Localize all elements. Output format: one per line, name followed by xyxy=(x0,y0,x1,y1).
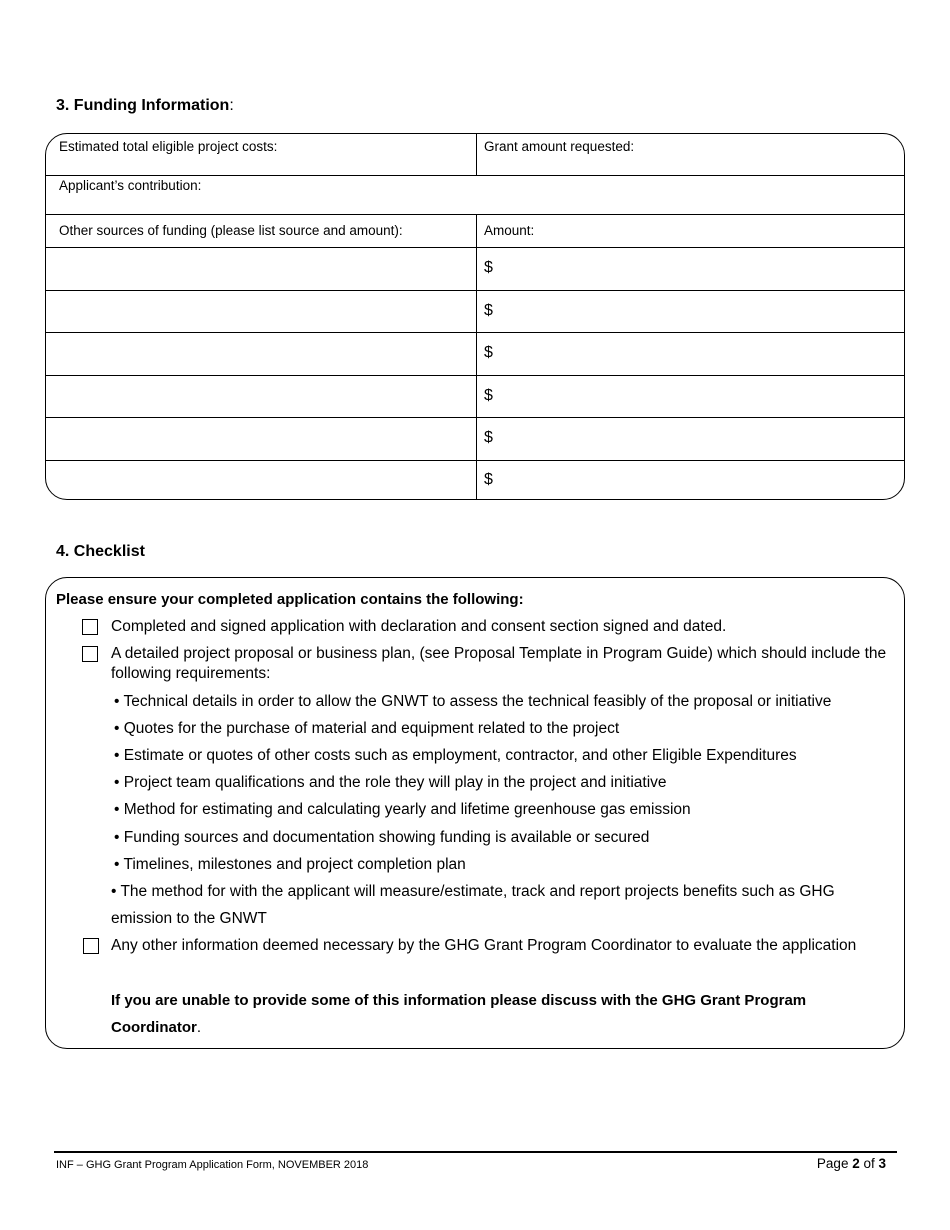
checklist-checkbox[interactable] xyxy=(83,938,99,954)
funding-heading-colon: : xyxy=(229,97,234,114)
page-number xyxy=(817,1156,886,1171)
checklist-item: Any other information deemed necessary by the GHG Grant Program Coordinator to evaluate the application xyxy=(111,937,857,954)
requirement-item: • The method for with the applicant will measure/estimate, track and report projects benefits such as GHG emission to the GNWT xyxy=(111,883,835,927)
requirement-item: • Funding sources and documentation showing funding is available or secured xyxy=(114,829,650,846)
closing-note-suffix: . xyxy=(196,1019,201,1036)
funding-amount-input[interactable] xyxy=(498,424,892,456)
funding-amount-input[interactable] xyxy=(498,466,892,498)
checklist-section-heading: 4. Checklist xyxy=(56,543,145,560)
requirement-item: • Technical details in order to allow the GNWT to assess the technical feasibly of the proposal or initiative xyxy=(114,693,832,710)
funding-heading-text: 3. Funding Information xyxy=(56,97,230,114)
currency-symbol: $ xyxy=(484,259,493,276)
funding-source-input[interactable] xyxy=(54,466,472,498)
table-divider xyxy=(46,460,904,461)
amount-label: Amount: xyxy=(484,223,535,238)
funding-amount-input[interactable] xyxy=(498,382,892,414)
grant-amount-label: Grant amount requested: xyxy=(484,139,635,154)
table-divider xyxy=(46,417,904,418)
table-divider xyxy=(46,375,904,376)
closing-note-bold: If you are unable to provide some of this information please discuss with the GHG Grant Program Coordinator xyxy=(111,992,807,1036)
funding-source-input[interactable] xyxy=(54,424,472,456)
applicant-contribution-label: Applicant’s contribution: xyxy=(59,178,202,193)
table-column-divider xyxy=(476,134,477,175)
table-divider xyxy=(46,247,904,248)
funding-amount-input[interactable] xyxy=(498,254,892,286)
checklist-checkbox[interactable] xyxy=(82,646,98,662)
other-sources-label: Other sources of funding (please list source and amount): xyxy=(59,223,403,238)
checklist-item: A detailed project proposal or business plan, (see Proposal Template in Program Guide) which should include the following requirements: xyxy=(111,645,887,682)
requirement-item: • Project team qualifications and the role they will play in the project and initiative xyxy=(114,774,667,791)
page-current: 2 xyxy=(852,1156,860,1171)
table-divider xyxy=(46,290,904,291)
funding-section-heading xyxy=(56,97,234,115)
requirement-item: • Method for estimating and calculating yearly and lifetime greenhouse gas emission xyxy=(114,801,691,818)
checklist-closing-note xyxy=(111,987,871,1041)
applicant-contribution-input[interactable] xyxy=(246,190,870,212)
funding-amount-input[interactable] xyxy=(498,297,892,329)
table-divider xyxy=(46,214,904,215)
requirement-item: • Timelines, milestones and project completion plan xyxy=(114,856,466,873)
estimated-costs-input[interactable] xyxy=(326,152,470,174)
checklist-checkbox[interactable] xyxy=(82,619,98,635)
funding-amount-input[interactable] xyxy=(498,339,892,371)
page-total: 3 xyxy=(878,1156,886,1171)
currency-symbol: $ xyxy=(484,387,493,404)
page-word: Page xyxy=(816,1156,853,1171)
footer-rule xyxy=(54,1151,897,1153)
funding-source-input[interactable] xyxy=(54,382,472,414)
funding-table xyxy=(45,133,905,500)
table-divider xyxy=(46,332,904,333)
funding-source-input[interactable] xyxy=(54,297,472,329)
grant-amount-input[interactable] xyxy=(666,152,890,174)
table-column-divider xyxy=(476,214,477,500)
currency-symbol: $ xyxy=(484,429,493,446)
requirement-item: • Quotes for the purchase of material and equipment related to the project xyxy=(114,720,620,737)
currency-symbol: $ xyxy=(484,471,493,488)
currency-symbol: $ xyxy=(484,344,493,361)
checklist-intro: Please ensure your completed application contains the following: xyxy=(56,591,524,608)
funding-source-input[interactable] xyxy=(54,254,472,286)
funding-source-input[interactable] xyxy=(54,339,472,371)
footer-form-title: INF – GHG Grant Program Application Form, NOVEMBER 2018 xyxy=(56,1159,369,1171)
checklist-item: Completed and signed application with declaration and consent section signed and dated. xyxy=(111,618,727,635)
requirement-item: • Estimate or quotes of other costs such as employment, contractor, and other Eligible Expenditures xyxy=(114,747,797,764)
currency-symbol: $ xyxy=(484,302,493,319)
estimated-costs-label: Estimated total eligible project costs: xyxy=(59,139,278,154)
page-of: of xyxy=(859,1156,879,1171)
table-divider xyxy=(46,175,904,176)
